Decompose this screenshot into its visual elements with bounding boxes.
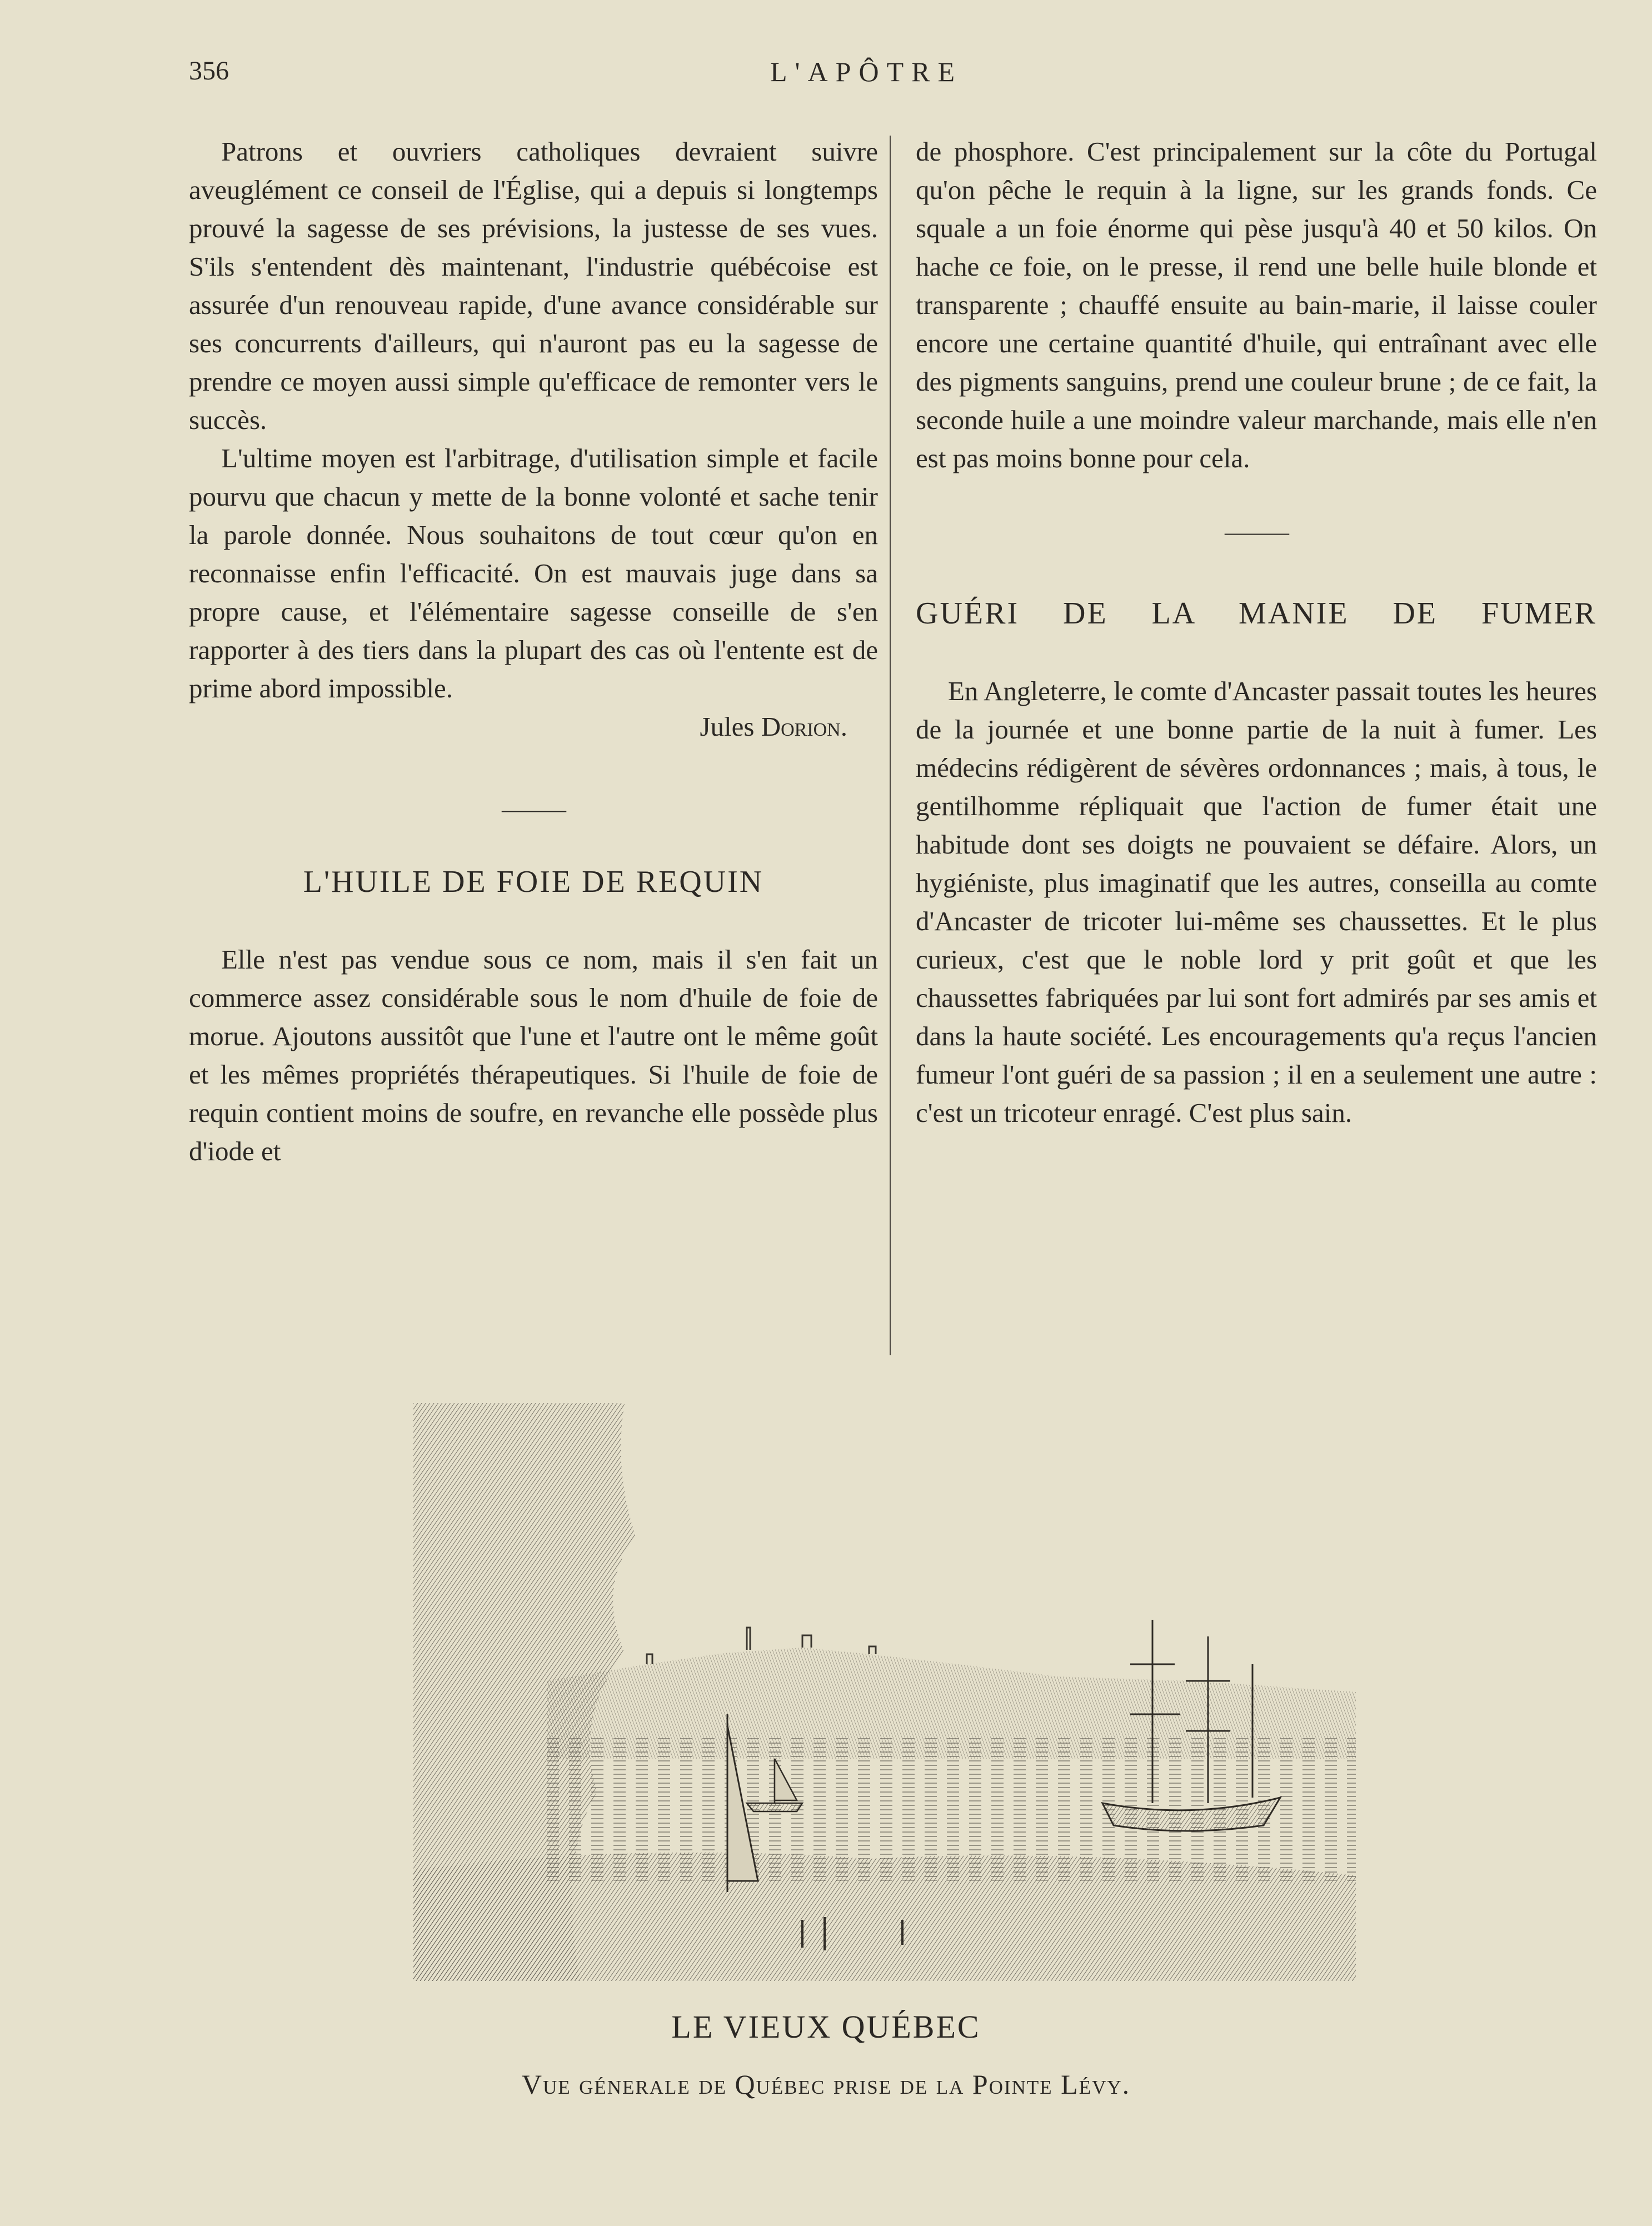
paragraph: L'ultime moyen est l'arbitrage, d'utilisation simple et facile pourvu que chacun y mette de la bonne volonté et sache tenir la parole donnée. Nous souhaitons de tout cœur qu'on en reconnaisse enfin l'efficacité. On est mauvais juge dans sa propre cause, et l'élémentaire sagesse conseille de s'en rapporter à des tiers dans la plupart des cas où l'entente est de prime abord impossible. — [189, 443, 878, 703]
figure-caption-title: LE VIEUX QUÉBEC — [671, 2009, 981, 2045]
foreground-bank — [413, 1853, 1356, 1981]
paragraph: Patrons et ouvriers catholiques devraient suivre aveuglément ce conseil de l'Église, qui a depuis si longtemps prouvé la sagesse de ses prévisions, la justesse de ses vues. S'ils s'entendent dès maintenant, l'industrie québécoise est assurée d'un renouveau rapide, d'une avance considérable sur ses concurrents d'ailleurs, qui n'auront pas eu la sagesse de prendre ce moyen aussi simple qu'efficace de remonter vers le succès. — [189, 136, 878, 435]
right-column — [916, 132, 1597, 1132]
running-title: L'APÔTRE — [770, 56, 963, 87]
section-heading: L'HUILE DE FOIE DE REQUIN — [303, 865, 764, 899]
figure-caption-subtitle: Vue génerale de Québec prise de la Pointe Lévy. — [521, 2069, 1131, 2100]
column-rule — [890, 136, 891, 1355]
engraving-illustration — [413, 1403, 1356, 1981]
signature — [189, 707, 878, 746]
section-separator: ——— — [1225, 520, 1288, 545]
signature-last-name: Dorion. — [761, 711, 847, 742]
section-heading: GUÉRI DE LA MANIE DE FUMER — [916, 596, 1597, 631]
page-number: 356 — [189, 56, 229, 86]
section-separator: ——— — [502, 797, 565, 822]
signature-first-name: Jules — [700, 711, 761, 742]
left-column — [189, 132, 878, 1170]
paragraph: En Angleterre, le comte d'Ancaster passait toutes les heures de la journée et une bonne partie de la nuit à fumer. Les médecins rédigèrent de sévères ordonnances ; mais, à tous, le gentilhomme répliquait que l'action de fumer était une habitude dont ses doigts ne pouvaient se défaire. Alors, un hygiéniste, plus imaginatif que les autres, conseilla au comte d'Ancaster de tricoter lui-même ses chaussettes. Et le plus curieux, c'est que le noble lord y prit goût et que les chaussettes fabriquées par lui sont fort admirés par ses amis et dans la haute société. Les encouragements qu'a reçus l'ancien fumeur l'ont guéri de sa passion ; il en a seulement une autre : c'est un tricoteur enragé. C'est plus sain. — [916, 676, 1597, 1128]
paragraph: de phosphore. C'est principalement sur la côte du Portugal qu'on pêche le requin à la ligne, sur les grands fonds. Ce squale a un foie énorme qui pèse jusqu'à 40 et 50 kilos. On hache ce foie, on le presse, il rend une belle huile blonde et transparente ; chauffé ensuite au bain-marie, il laisse couler encore une certaine quantité d'huile, qui entraînant avec elle des pigments sanguins, prend une couleur brune ; de ce fait, la seconde huile a une moindre valeur marchande, mais elle n'en est pas moins bonne pour cela. — [916, 136, 1597, 473]
paragraph: Elle n'est pas vendue sous ce nom, mais il s'en fait un commerce assez considérable sous le nom d'huile de foie de morue. Ajoutons aussitôt que l'une et l'autre ont le même goût et les mêmes propriétés thérapeutiques. Si l'huile de foie de requin contient moins de soufre, en revanche elle possède plus d'iode et — [189, 944, 878, 1166]
